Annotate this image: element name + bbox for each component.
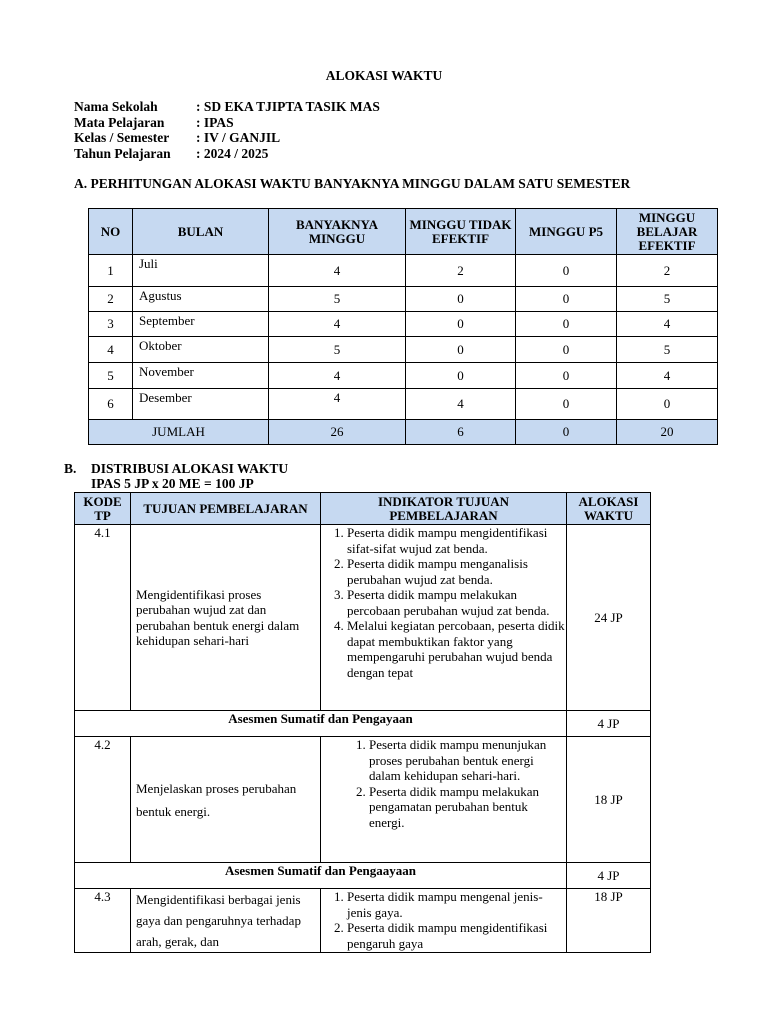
cell-bulan: Oktober: [133, 337, 269, 363]
cell-tidak-efektif: 2: [406, 255, 516, 287]
table-row: [89, 337, 718, 363]
cell-p5: 0: [516, 363, 617, 389]
cell-tujuan: Menjelaskan proses perubahan bentuk energi.: [131, 737, 321, 863]
col-header-indikator: INDIKATOR TUJUAN PEMBELAJARAN: [321, 493, 567, 525]
col-header-banyaknya-minggu: BANYAKNYA MINGGU: [269, 209, 406, 255]
cell-tujuan: Mengidentifikasi proses perubahan wujud zat dan perubahan bentuk energi dalam kehidupan sehari-hari: [131, 525, 321, 711]
cell-bulan: Desember: [133, 389, 269, 420]
cell-banyak: 5: [269, 337, 406, 363]
cell-total-efektif: 20: [617, 420, 718, 445]
cell-asesmen-alokasi: 4 JP: [567, 863, 651, 889]
info-row: [74, 115, 380, 131]
col-header-kode-tp: KODE TP: [75, 493, 131, 525]
cell-total-label: JUMLAH: [89, 420, 269, 445]
table-row: [75, 525, 651, 711]
table-header-row: [89, 209, 718, 255]
cell-bulan: Agustus: [133, 287, 269, 312]
list-item: 2. Peserta didik mampu menganalisis perubahan wujud zat benda.: [347, 556, 566, 587]
list-item: 1. Peserta didik mampu mengidentifikasi sifat-sifat wujud zat benda.: [347, 525, 566, 556]
table-row: [89, 389, 718, 420]
col-header-alokasi: ALOKASI WAKTU: [567, 493, 651, 525]
cell-bulan: September: [133, 312, 269, 337]
cell-tidak-efektif: 0: [406, 312, 516, 337]
table-row: [89, 312, 718, 337]
cell-indikator: [321, 737, 567, 863]
cell-kode: 4.3: [75, 889, 131, 953]
table-row: [75, 737, 651, 863]
cell-alokasi: 18 JP: [567, 737, 651, 863]
info-label: Tahun Pelajaran: [74, 145, 171, 161]
cell-bulan: Juli: [133, 255, 269, 287]
info-value: : IV / GANJIL: [196, 130, 281, 145]
cell-kode: 4.1: [75, 525, 131, 711]
info-label: Kelas / Semester: [74, 130, 170, 145]
cell-p5: 0: [516, 337, 617, 363]
table-row: [89, 363, 718, 389]
list-item: 1. Peserta didik mampu menunjukan proses perubahan bentuk energi dalam kehidupan sehari-hari.: [369, 737, 566, 784]
indikator-list: [321, 737, 566, 830]
cell-asesmen: Asesmen Sumatif dan Pengayaan: [75, 711, 567, 737]
cell-p5: 0: [516, 287, 617, 312]
col-header-tujuan: TUJUAN PEMBELAJARAN: [131, 493, 321, 525]
info-row: [74, 146, 380, 162]
assessment-row: [75, 863, 651, 889]
cell-no: 1: [89, 255, 133, 287]
cell-efektif: 5: [617, 287, 718, 312]
info-value: : SD EKA TJIPTA TASIK MAS: [196, 99, 380, 114]
info-label: Nama Sekolah: [74, 99, 158, 114]
info-row: [74, 130, 380, 146]
cell-banyak: 4: [269, 363, 406, 389]
table-row: [89, 287, 718, 312]
table-row: [89, 255, 718, 287]
cell-tidak-efektif: 4: [406, 389, 516, 420]
info-value: : 2024 / 2025: [196, 145, 269, 161]
cell-efektif: 0: [617, 389, 718, 420]
indikator-list: [321, 889, 566, 951]
list-item: 2. Peserta didik mampu melakukan pengamatan perubahan bentuk energi.: [369, 784, 566, 831]
cell-tidak-efektif: 0: [406, 337, 516, 363]
cell-efektif: 5: [617, 337, 718, 363]
indikator-list: [321, 525, 566, 680]
info-row: [74, 99, 380, 115]
cell-banyak: 4: [269, 312, 406, 337]
cell-p5: 0: [516, 312, 617, 337]
cell-total-tidak-efektif: 6: [406, 420, 516, 445]
table-header-row: [75, 493, 651, 525]
cell-banyak: 5: [269, 287, 406, 312]
cell-tidak-efektif: 0: [406, 287, 516, 312]
total-row: [89, 420, 718, 445]
col-header-minggu-p5: MINGGU P5: [516, 209, 617, 255]
cell-tidak-efektif: 0: [406, 363, 516, 389]
page-title: ALOKASI WAKTU: [325, 68, 443, 83]
assessment-row: [75, 711, 651, 737]
cell-total-banyak: 26: [269, 420, 406, 445]
col-header-bulan: BULAN: [133, 209, 269, 255]
cell-banyak: 4: [269, 255, 406, 287]
cell-no: 3: [89, 312, 133, 337]
list-item: 1. Peserta didik mampu mengenal jenis-jenis gaya.: [347, 889, 566, 920]
cell-p5: 0: [516, 255, 617, 287]
cell-indikator: [321, 889, 567, 953]
cell-no: 4: [89, 337, 133, 363]
info-label: Mata Pelajaran: [74, 114, 165, 130]
list-item: 2. Peserta didik mampu mengidentifikasi pengaruh gaya: [347, 920, 566, 951]
cell-tujuan: Mengidentifikasi berbagai jenis gaya dan pengaruhnya terhadap arah, gerak, dan: [131, 889, 321, 953]
cell-asesmen-alokasi: 4 JP: [567, 711, 651, 737]
cell-p5: 0: [516, 389, 617, 420]
section-b-title: DISTRIBUSI ALOKASI WAKTU: [91, 461, 289, 476]
section-b-subtitle: IPAS 5 JP x 20 ME = 100 JP: [91, 476, 254, 491]
cell-alokasi: 18 JP: [567, 889, 651, 953]
col-header-minggu-belajar-efektif: MINGGU BELAJAR EFEKTIF: [617, 209, 718, 255]
cell-alokasi: 24 JP: [567, 525, 651, 711]
cell-asesmen: Asesmen Sumatif dan Pengaayaan: [75, 863, 567, 889]
section-b-letter: B.: [64, 461, 77, 476]
info-value: : IPAS: [196, 114, 234, 130]
section-a-heading: A. PERHITUNGAN ALOKASI WAKTU BANYAKNYA MINGGU DALAM SATU SEMESTER: [74, 176, 631, 191]
cell-efektif: 4: [617, 312, 718, 337]
distribution-table: [74, 492, 651, 953]
cell-no: 2: [89, 287, 133, 312]
cell-bulan: November: [133, 363, 269, 389]
school-info: [74, 99, 380, 161]
cell-efektif: 2: [617, 255, 718, 287]
list-item: 4. Melalui kegiatan percobaan, peserta didik dapat membuktikan faktor yang mempengaruhi perubahan wujud benda dengan tepat: [347, 618, 566, 680]
list-item: 3. Peserta didik mampu melakukan percobaan perubahan wujud zat benda.: [347, 587, 566, 618]
cell-no: 6: [89, 389, 133, 420]
cell-efektif: 4: [617, 363, 718, 389]
table-row: [75, 889, 651, 953]
col-header-minggu-tidak-efektif: MINGGU TIDAK EFEKTIF: [406, 209, 516, 255]
section-b-heading: [64, 461, 288, 491]
cell-banyak: 4: [269, 389, 406, 420]
cell-no: 5: [89, 363, 133, 389]
cell-total-p5: 0: [516, 420, 617, 445]
weeks-table: [88, 208, 718, 445]
col-header-no: NO: [89, 209, 133, 255]
cell-indikator: [321, 525, 567, 711]
cell-kode: 4.2: [75, 737, 131, 863]
